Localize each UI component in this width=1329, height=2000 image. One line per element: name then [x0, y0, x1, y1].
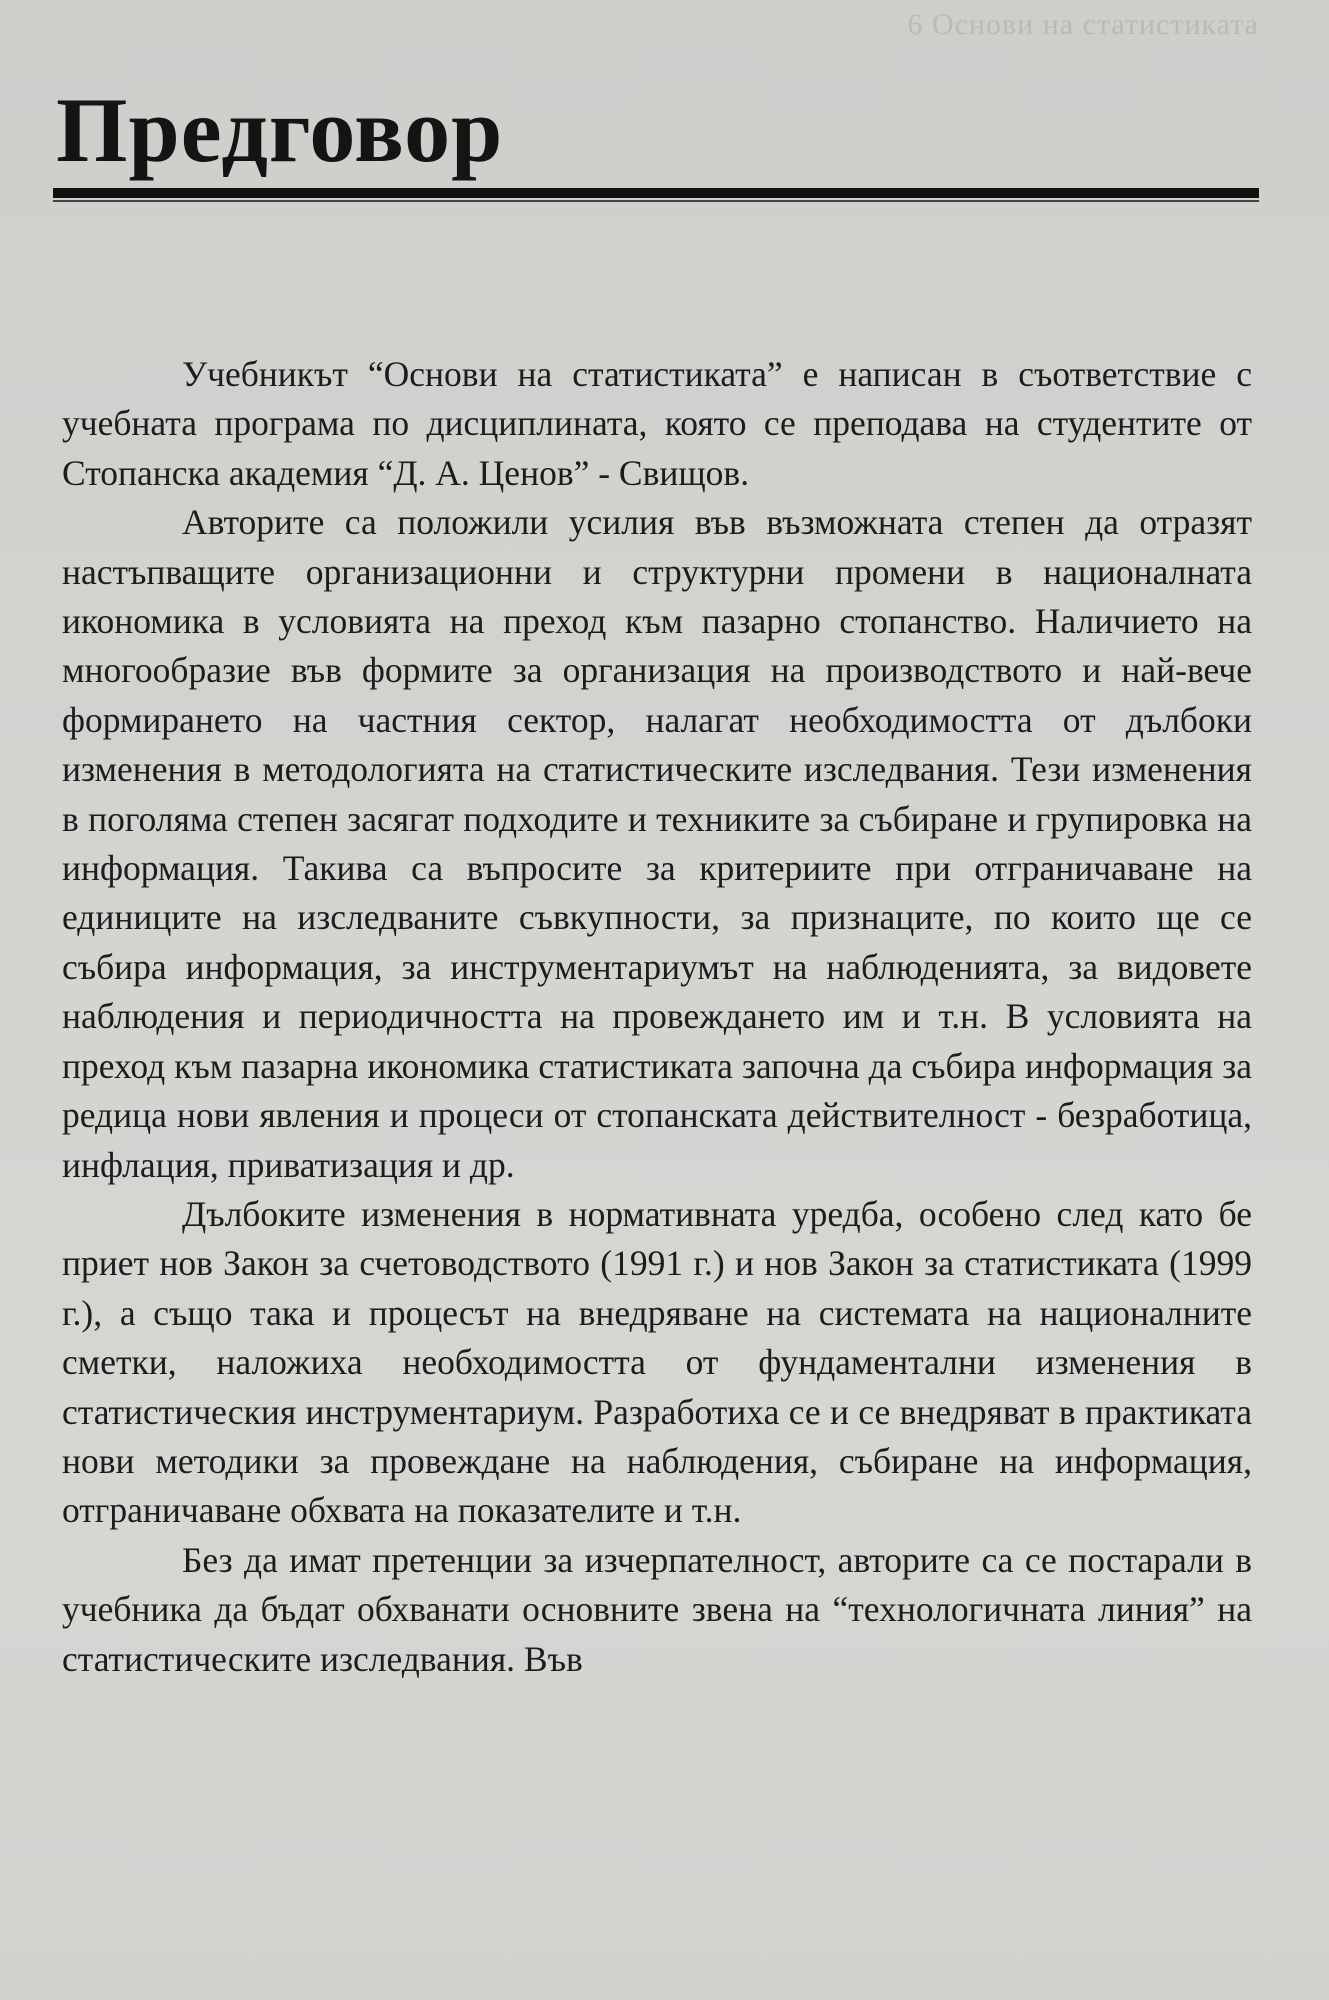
- paragraph-3: Дълбоките изменения в нормативната уредба, особено след като бе приет нов Закон за счетоводството (1991 г.) и нов Закон за статистиката (1999 г.), а също така и процесът на внедряване на системата на националните сметки, наложиха необходимостта от фундаментални изменения в статистическия инструментариум. Разработиха се и се внедряват в практиката нови методики за провеждане на наблюдения, събиране на информация, отграничаване обхвата на показателите и т.н.: [62, 1193, 1252, 1531]
- paragraph-1: Учебникът “Основи на статистиката” е написан в съответствие с учебната програма по дисциплината, която се преподава на студентите от Стопанска академия “Д. А. Ценов” - Свищов.: [62, 354, 1252, 493]
- paragraph-2: Авторите са положили усилия във възможната степен да отразят настъпващите организационни и структурни промени в националната икономика в условията на преход към пазарно стопанство. Наличието на многообразие във формите за организация на производството и най-вече формирането на частния сектор, налагат необходимостта от дълбоки изменения в методологията на статистическите изследвания. Тези изменения в поголяма степен засягат подходите и техниките за събиране и групировка на информация. Такива са въпросите за критериите при отграничаване на единиците на изследваните съвкупности, за признаците, по които ще се събира информация, за инструментариумът на наблюденията, за видовете наблюдения и периодичността на провеждането им и т.н. В условията на преход към пазарна икономика статистиката започна да събира информация за редица нови явления и процеси от стопанската действителност - безработица, инфлация, приватизация и др.: [62, 502, 1252, 1185]
- title-rule-thin: [53, 200, 1259, 202]
- title-rule-thick: [53, 188, 1259, 198]
- body-text: [62, 350, 1252, 1684]
- page-title: Предговор: [56, 79, 504, 181]
- paragraph-4: Без да имат претенции за изчерпателност, авторите са се постарали в учебника да бъдат обхванати основните звена на “технологичната линия” на статистическите изследвания. Във: [62, 1539, 1252, 1679]
- running-header-bleed: 6 Основи на статистиката: [907, 8, 1259, 41]
